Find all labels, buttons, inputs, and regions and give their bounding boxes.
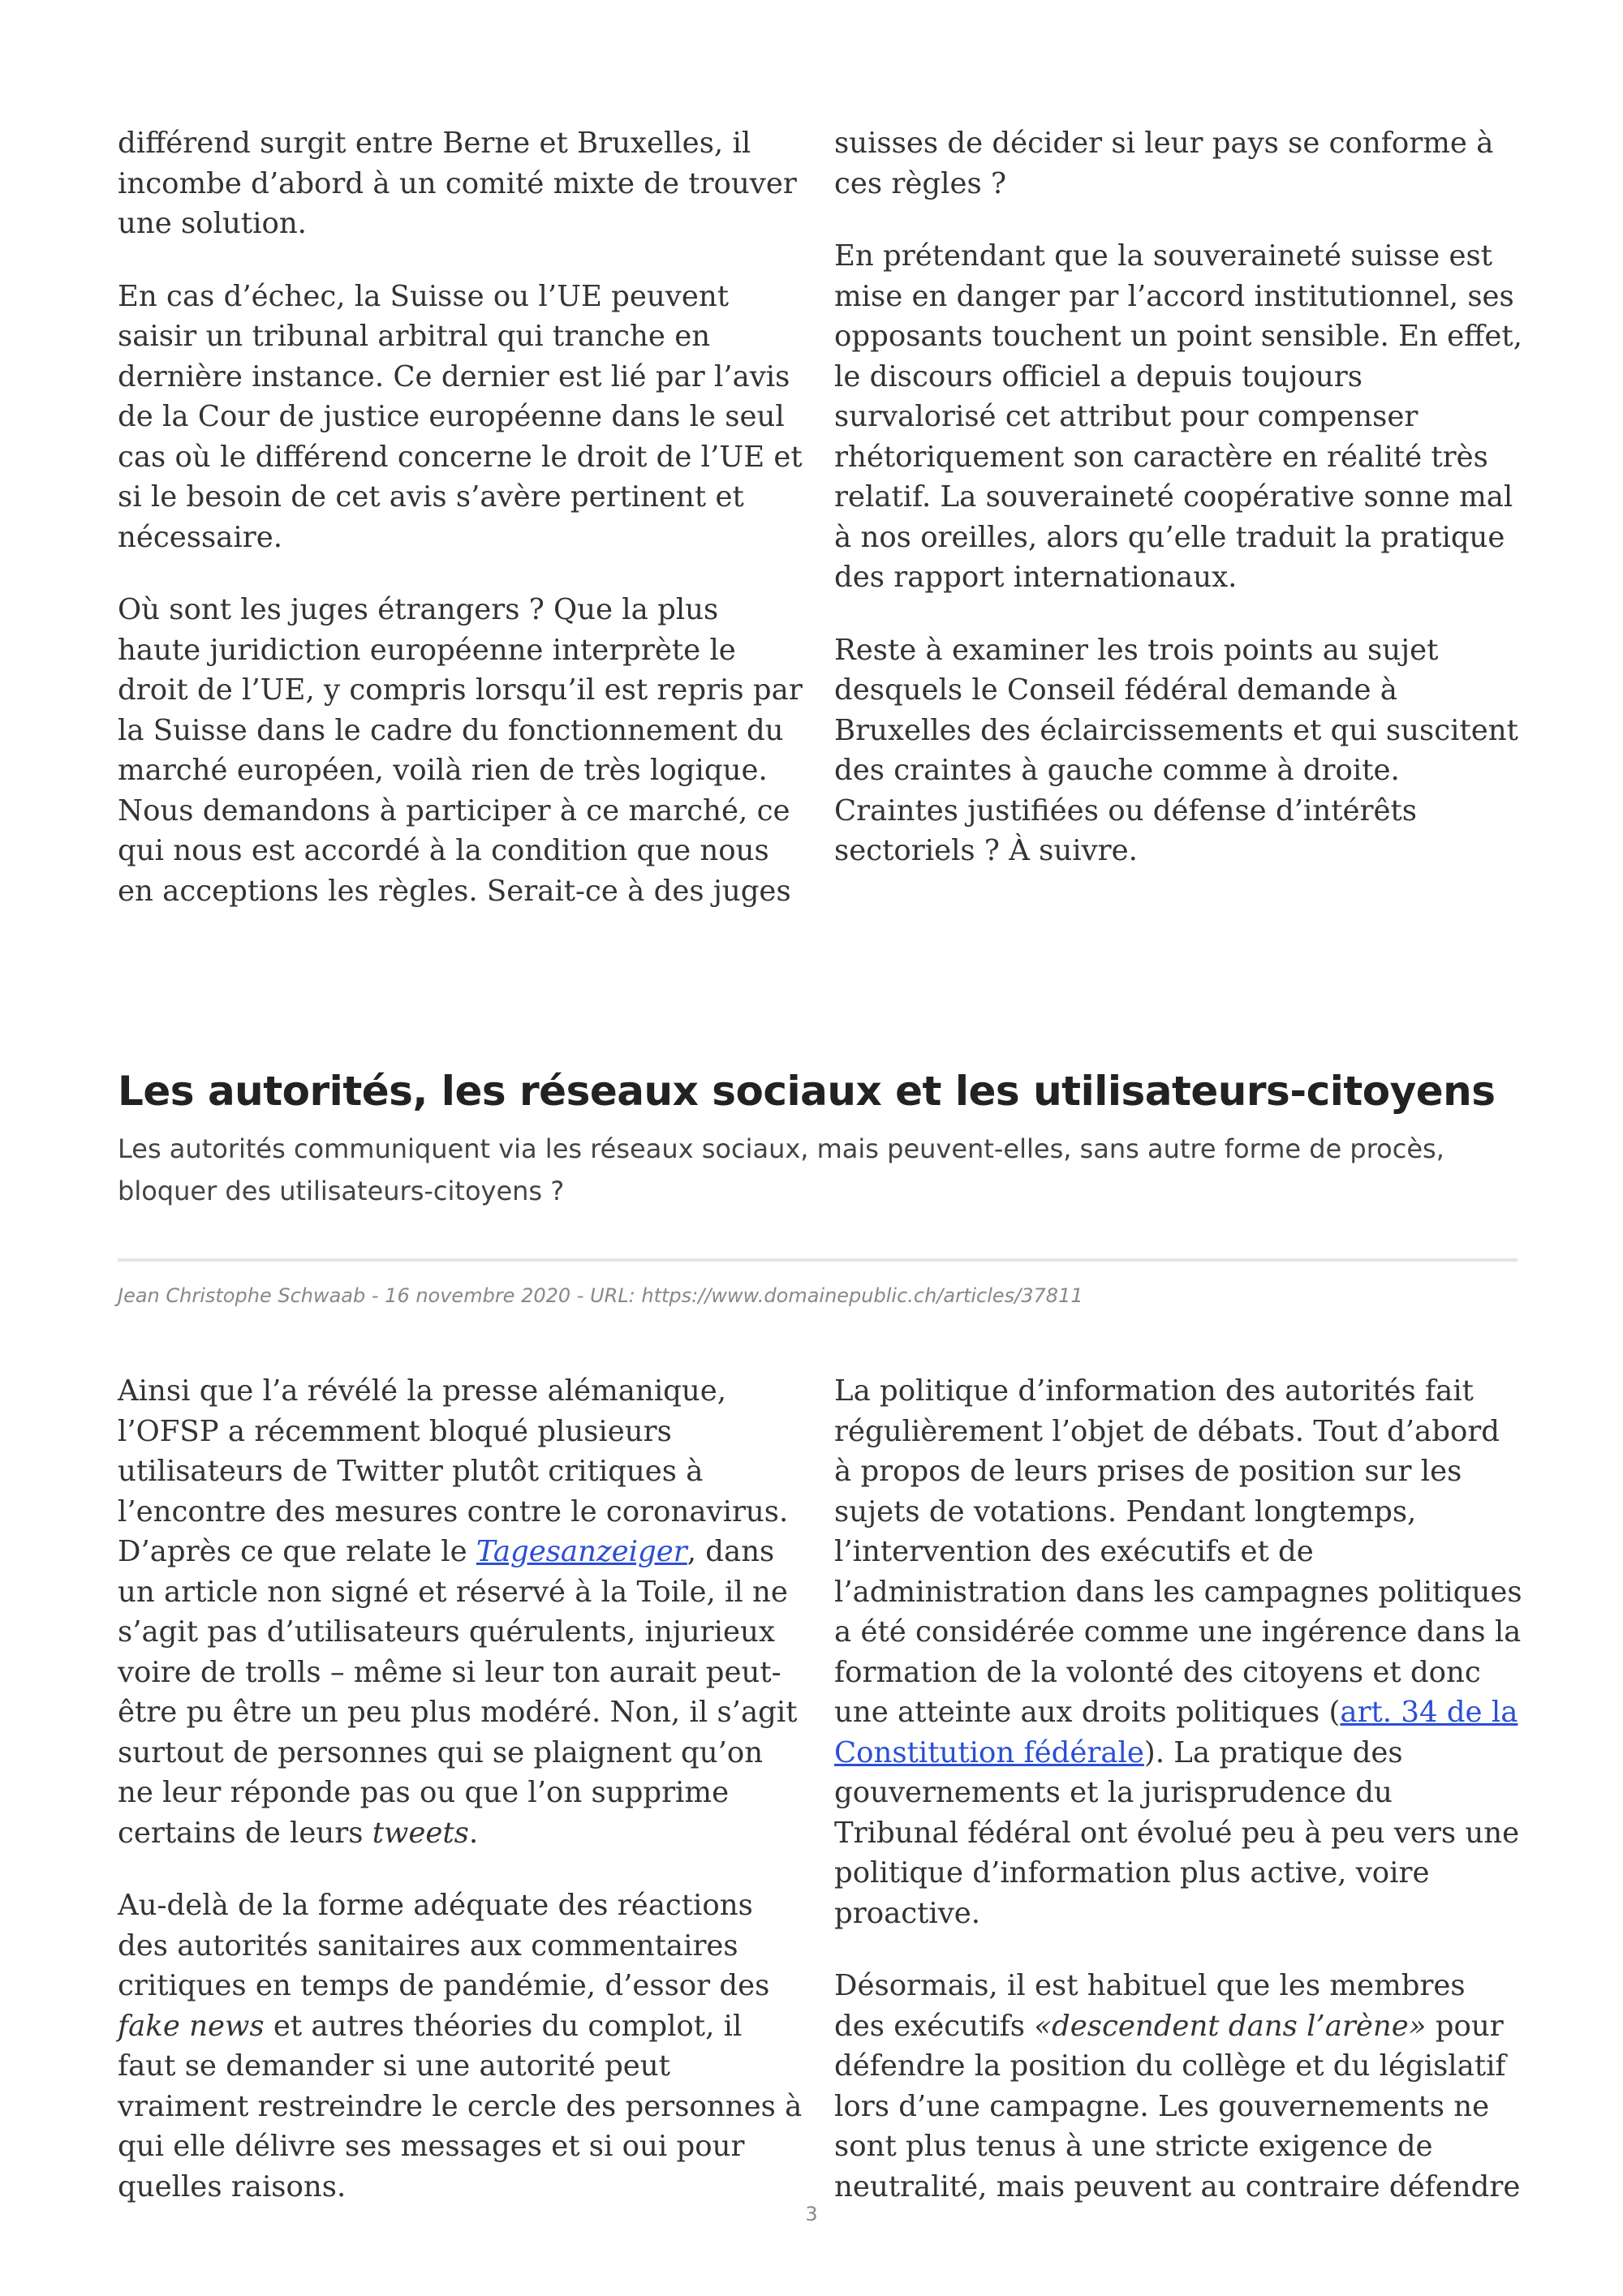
text-run: La politique d’information des autorités fait régulièrement l’objet de débats. Tout d’abord à propos de leurs prises de position sur les sujets de votations. Pendant longtemps, l’intervention des exécutifs et de l’administration dans les campagnes politiques a été considérée comme une ingérence dans la formation de la volonté des citoyens et donc une atteinte aux droits politiques (	[834, 1374, 1522, 1729]
article-right-column	[834, 1371, 1524, 2239]
tagesanzeiger-link[interactable]: Tagesanzeiger	[476, 1535, 687, 1568]
continued-article-right-column	[834, 123, 1524, 904]
article-left-column	[118, 1371, 807, 2239]
paragraph: différend surgit entre Berne et Bruxelles, il incombe d’abord à un comité mixte de trouver une solution.	[118, 127, 797, 240]
paragraph: Reste à examiner les trois points au sujet desquels le Conseil fédéral demande à Bruxelles des éclaircissements et qui suscitent des craintes à gauche comme à droite. Craintes justifiées ou défense d’intérêts sectoriels ? À suivre.	[834, 633, 1518, 867]
text-run: , dans un article non signé et réservé à la Toile, il ne s’agit pas d’utilisateurs quérulents, injurieux voire de trolls – même si leur ton aurait peut-être pu être un peu plus modéré. Non, il s’agit surtout de personnes qui se plaignent qu’on ne leur réponde pas ou que l’on supprime certains de leurs	[118, 1535, 798, 1850]
page-number: 3	[805, 2203, 818, 2225]
article-header	[118, 1063, 1513, 1212]
text-run: .	[468, 1816, 479, 1850]
text-run: pour défendre la position du collège et du législatif lors d’une campagne. Les gouvernements ne sont plus tenus à une stricte exigence de neutralité, mais peuvent au contraire défendre	[834, 2009, 1521, 2204]
text-run: Désormais, il est habituel que les membres des exécutifs	[834, 1969, 1466, 2043]
constitution-link[interactable]: art. 34 de la Constitution fédérale	[834, 1696, 1518, 1769]
text-run: ). La pratique des gouvernements et la jurisprudence du Tribunal fédéral ont évolué peu à peu vers une politique d’information plus active, voire proactive.	[834, 1735, 1520, 1930]
article-title: Les autorités, les réseaux sociaux et les utilisateurs-citoyens	[118, 1068, 1496, 1115]
paragraph: suisses de décider si leur pays se conforme à ces règles ?	[834, 127, 1494, 200]
paragraph	[118, 1371, 807, 1853]
paragraph	[118, 1885, 807, 2207]
article-subtitle: Les autorités communiquent via les réseaux sociaux, mais peuvent-elles, sans autre forme de procès, bloquer des utilisateurs-citoyens ?	[118, 1133, 1444, 1206]
continued-article-left-column	[118, 123, 807, 944]
text-run: et autres théories du complot, il faut se demander si une autorité peut vraiment restreindre le cercle des personnes à qui elle délivre ses messages et si oui pour quelles raisons.	[118, 2009, 803, 2204]
paragraph: Où sont les juges étrangers ? Que la plus haute juridiction européenne interprète le droit de l’UE, y compris lorsqu’il est repris par la Suisse dans le cadre du fonctionnement du marché européen, voilà rien de très logique. Nous demandons à participer à ce marché, ce qui nous est accordé à la condition que nous en acceptions les règles. Serait-ce à des juges	[118, 593, 803, 908]
emphasis: fake news	[118, 2009, 265, 2043]
article-byline: Jean Christophe Schwaab - 16 novembre 2020 - URL: https://www.domainepublic.ch/articles/37811	[118, 1284, 1083, 1307]
emphasis: tweets	[372, 1816, 469, 1850]
paragraph	[834, 1966, 1524, 2207]
paragraph	[834, 1371, 1524, 1933]
paragraph: En cas d’échec, la Suisse ou l’UE peuvent saisir un tribunal arbitral qui tranche en dernière instance. Ce dernier est lié par l’avis de la Cour de justice européenne dans le seul cas où le différend concerne le droit de l’UE et si le besoin de cet avis s’avère pertinent et nécessaire.	[118, 279, 803, 554]
paragraph: En prétendant que la souveraineté suisse est mise en danger par l’accord institutionnel, ses opposants touchent un point sensible. En effet, le discours officiel a depuis toujours survalorisé cet attribut pour compenser rhétoriquement son caractère en réalité très relatif. La souveraineté coopérative sonne mal à nos oreilles, alors qu’elle traduit la pratique des rapport internationaux.	[834, 239, 1522, 594]
text-run: Au-delà de la forme adéquate des réactions des autorités sanitaires aux commentaires critiques en temps de pandémie, d’essor des	[118, 1889, 770, 2002]
text-run: Ainsi que l’a révélé la presse alémanique, l’OFSP a récemment bloqué plusieurs utilisateurs de Twitter plutôt critiques à l’encontre des mesures contre le coronavirus. D’après ce que relate le	[118, 1374, 789, 1568]
emphasis: «descendent dans l’arène»	[1034, 2009, 1427, 2043]
header-divider	[118, 1258, 1518, 1262]
